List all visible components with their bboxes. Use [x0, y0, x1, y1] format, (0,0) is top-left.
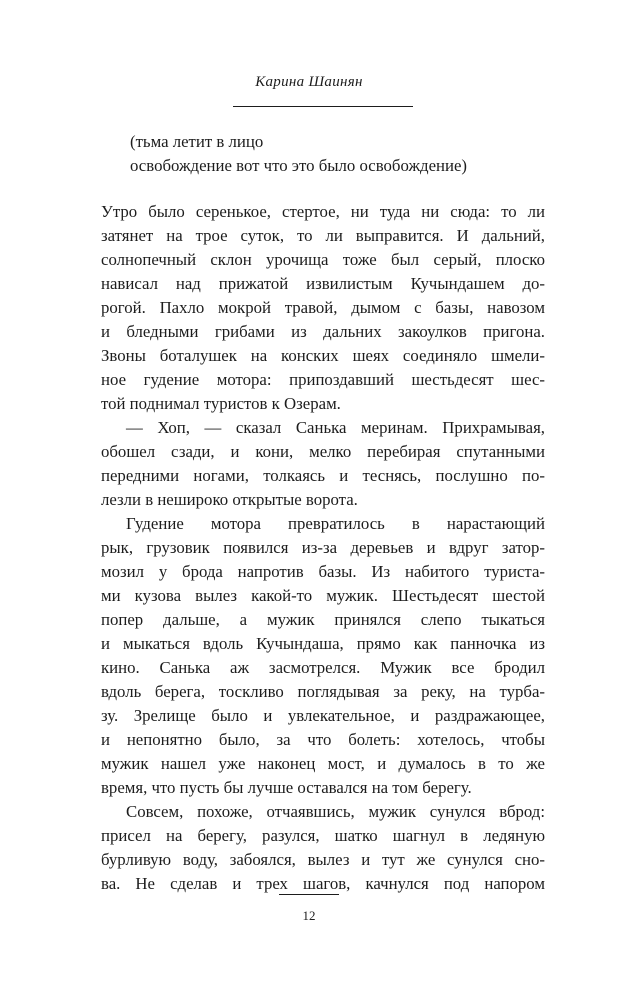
text-line: солнопечный склон урочища тоже был серый, плоско [101, 250, 545, 269]
poem-line: (тьма летит в лицо [130, 132, 264, 151]
text-line: зу. Зрелище было и увлекательное, и раздражающее, [101, 706, 545, 725]
text-line: кино. Санька аж засмотрелся. Мужик все бродил [101, 658, 545, 677]
text-line: обошел сзади, и кони, мелко перебирая спутанными [101, 442, 545, 461]
text-line: ми кузова вылез какой-то мужик. Шестьдесят шестой [101, 586, 545, 605]
text-line: бурливую воду, забоялся, вылез и тут же сунулся сно- [101, 850, 545, 869]
text-line: затянет на трое суток, то ли выправится. И дальний, [101, 226, 545, 245]
text-line: и мыкаться вдоль Кучындаша, прямо как панночка из [101, 634, 545, 653]
text-line: Гудение мотора превратилось в нарастающий [126, 514, 545, 533]
text-line: — Хоп, — сказал Санька меринам. Прихрамывая, [126, 418, 545, 437]
running-title: Карина Шаинян [255, 74, 363, 90]
text-line: рык, грузовик появился из-за деревьев и вдруг затор- [101, 538, 545, 557]
text-line: и непонятно было, за что болеть: хотелось, чтобы [101, 730, 545, 749]
text-line: мужик нашел уже наконец мост, и думалось в то же [101, 754, 545, 773]
header-rule [233, 106, 413, 107]
text-line: мозил у брода напротив базы. Из набитого туриста- [101, 562, 545, 581]
text-line: ное гудение мотора: припоздавший шестьдесят шес- [101, 370, 545, 389]
text-line: вдоль берега, тоскливо поглядывая за реку, на турба- [101, 682, 545, 701]
text-line: и бледными грибами из дальних закоулков пригона. [101, 322, 545, 341]
text-line: время, что пусть бы лучше оставался на том берегу. [101, 778, 472, 797]
text-line: той поднимал туристов к Озерам. [101, 394, 341, 413]
text-line: передними ногами, толкаясь и теснясь, послушно по- [101, 466, 545, 485]
text-line: рогой. Пахло мокрой травой, дымом с базы, навозом [101, 298, 545, 317]
text-line: попер дальше, а мужик принялся слепо тыкаться [101, 610, 545, 629]
text-line: ва. Не сделав и трех шагов, качнулся под напором [101, 874, 545, 893]
poem-line: освобождение вот что это было освобождение) [130, 156, 468, 175]
page-number: 12 [302, 908, 316, 923]
text-line: нависал над прижатой извилистым Кучындашем до- [101, 274, 545, 293]
text-line: Утро было серенькое, стертое, ни туда ни сюда: то ли [101, 202, 545, 221]
text-line: Звоны боталушек на конских шеях соединяло шмели- [101, 346, 545, 365]
footer-rule [279, 894, 339, 895]
text-line: Совсем, похоже, отчаявшись, мужик сунулся вброд: [126, 802, 545, 821]
text-line: лезли в нешироко открытые ворота. [101, 490, 358, 509]
text-line: присел на берегу, разулся, шатко шагнул в ледяную [101, 826, 545, 845]
